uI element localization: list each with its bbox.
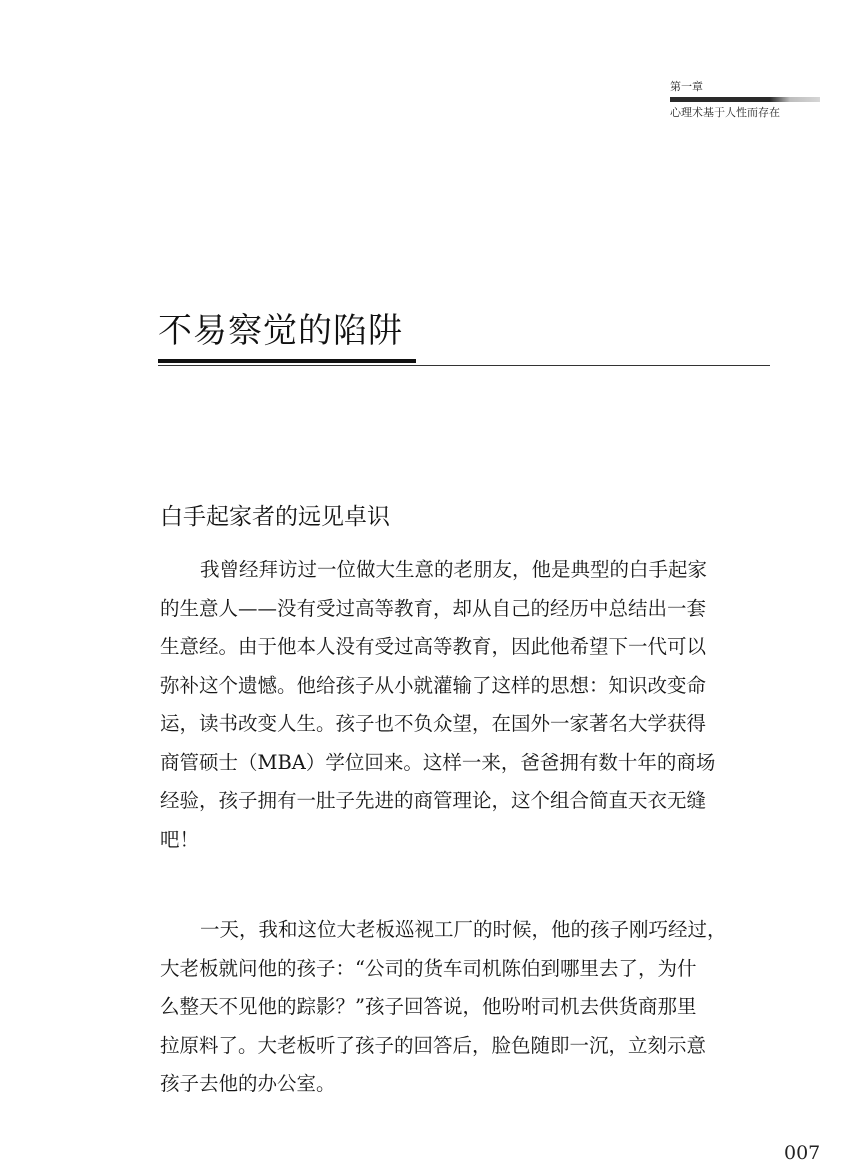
title-underline-thin (158, 365, 770, 366)
chapter-bar (670, 97, 820, 102)
chapter-bar-fade (770, 97, 820, 102)
section-title: 不易察觉的陷阱 (158, 311, 403, 351)
paragraph-line: 我曾经拜访过一位做大生意的老朋友，他是典型的白手起家 (200, 558, 708, 581)
paragraph-line: 拉原料了。大老板听了孩子的回答后，脸色随即一沉，立刻示意 (160, 1033, 707, 1057)
chapter-subtitle: 心理术基于人性而存在 (670, 106, 780, 119)
paragraph-line: 弥补这个遗憾。他给孩子从小就灌输了这样的思想：知识改变命 (160, 673, 707, 697)
paragraph-line: 生意经。由于他本人没有受过高等教育，因此他希望下一代可以 (160, 635, 707, 658)
paragraph-line: 吧！ (160, 827, 200, 851)
paragraph-1 (160, 551, 772, 859)
paragraph-line: 一天，我和这位大老板巡视工厂的时候，他的孩子刚巧经过， (200, 918, 727, 941)
paragraph-line: 孩子去他的办公室。 (160, 1072, 336, 1095)
page-number: 007 (784, 1142, 821, 1164)
paragraph-line: 商管硕士（MBA）学位回来。这样一来，爸爸拥有数十年的商场 (160, 750, 716, 774)
paragraph-line: 的生意人——没有受过高等教育，却从自己的经历中总结出一套 (160, 596, 707, 620)
paragraph-line: 经验，孩子拥有一肚子先进的商管理论，这个组合简直天衣无缝 (160, 789, 707, 812)
paragraph-2 (160, 911, 772, 1104)
paragraph-line: 么整天不见他的踪影？”孩子回答说，他吩咐司机去供货商那里 (160, 995, 697, 1018)
chapter-label: 第一章 (670, 80, 703, 93)
title-underline-thick (158, 359, 416, 363)
running-header (670, 80, 820, 120)
subheading: 白手起家者的远见卓识 (160, 504, 390, 530)
paragraph-line: 运，读书改变人生。孩子也不负众望，在国外一家著名大学获得 (160, 712, 707, 735)
paragraph-line: 大老板就问他的孩子：“公司的货车司机陈伯到哪里去了，为什 (160, 956, 697, 980)
